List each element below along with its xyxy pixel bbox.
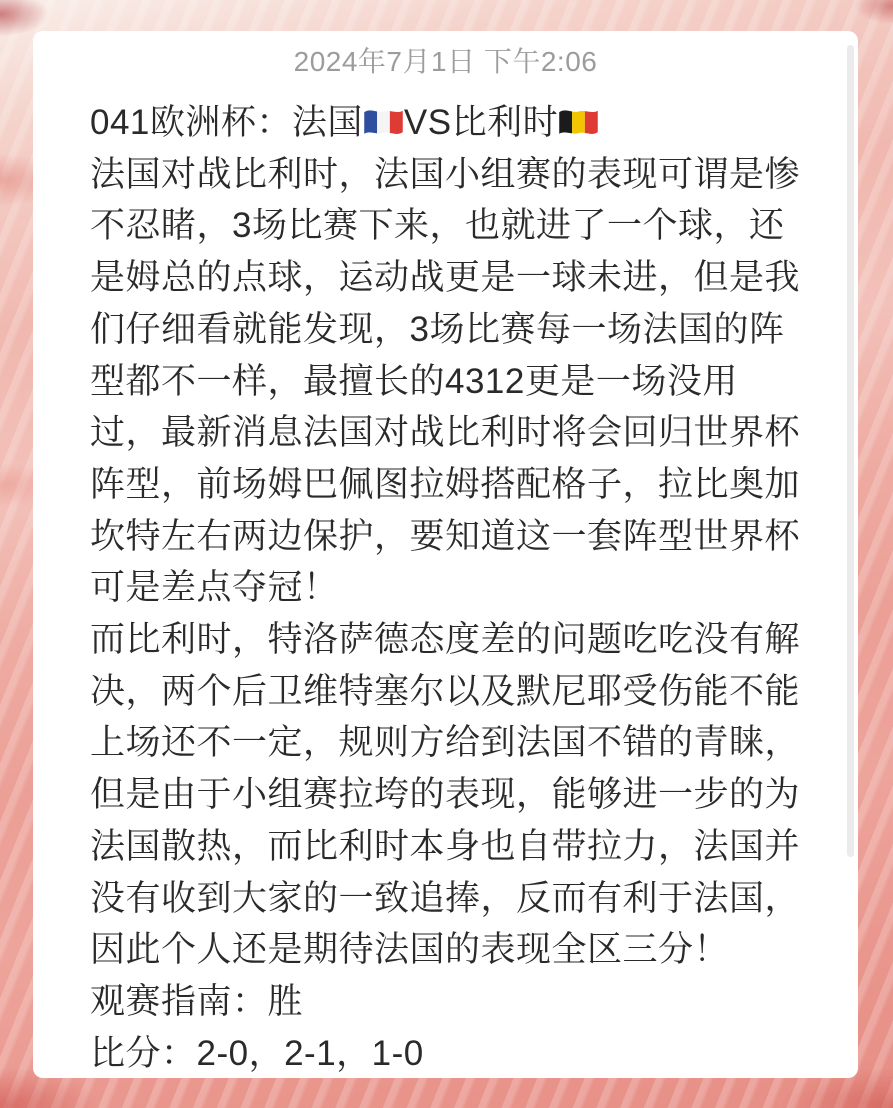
message-card	[33, 31, 858, 1078]
viewing-guide: 观赛指南：胜	[90, 981, 304, 1021]
post-paragraph-belgium: 而比利时，特洛萨德态度差的问题吃吃没有解决，两个后卫维特塞尔以及默尼耶受伤能不能上场还不一定，规则方给到法国不错的青睐，但是由于小组赛拉垮的表现，能够进一步的为法国散热，而比利时本身也自带拉力，法国并没有收到大家的一致追捧，反而有利于法国，因此个人还是期待法国的表现全区三分！	[90, 620, 801, 970]
post-paragraph-france: 法国对战比利时，法国小组赛的表现可谓是惨不忍睹，3场比赛下来，也就进了一个球，还是姆总的点球，运动战更是一球未进，但是我们仔细看就能发现，3场比赛每一场法国的阵型都不一样，最擅长的4312更是一场没用过，最新消息法国对战比利时将会回归世界杯阵型，前场姆巴佩图拉姆搭配格子，拉比奥加坎特左右两边保护，要知道这一套阵型世界杯可是差点夺冠！	[90, 154, 801, 608]
belgium-flag-icon	[558, 107, 599, 138]
score-prediction: 比分：2-0，2-1，1-0	[90, 1033, 424, 1073]
france-flag-icon	[363, 107, 404, 138]
scrollbar-thumb[interactable]	[847, 45, 854, 857]
post-content	[90, 97, 801, 1079]
timestamp: 2024年7月1日 下午2:06	[293, 46, 598, 77]
post-title-prefix: 041欧洲杯：法国	[90, 103, 363, 142]
post-title-vs: VS比利时	[403, 103, 559, 142]
post-title	[90, 97, 801, 149]
